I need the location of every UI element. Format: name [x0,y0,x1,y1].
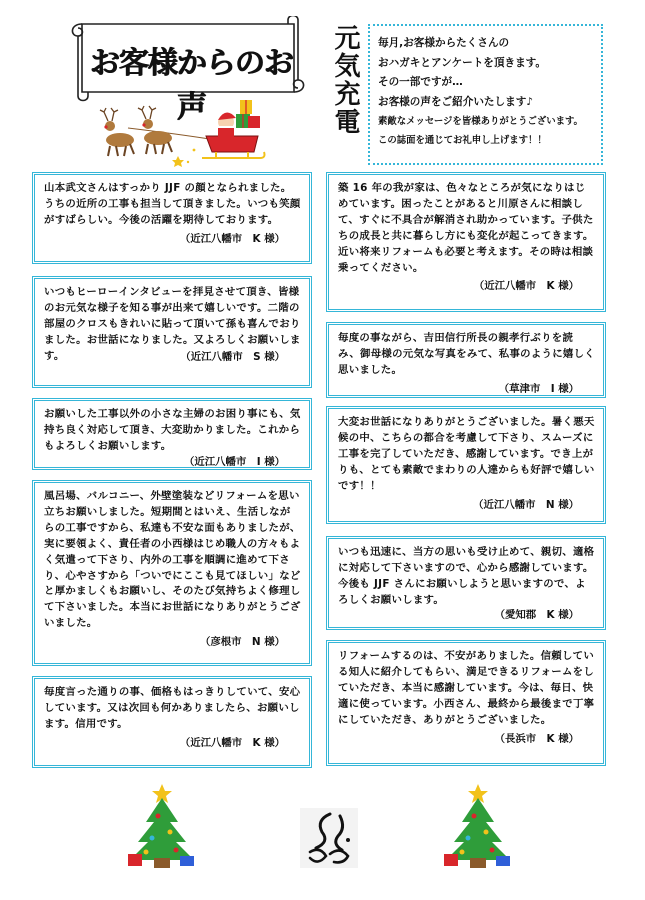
testimonial-text: 毎度の事ながら、吉田信行所長の親孝行ぶりを読み、御母様の元気な写真をみて、私事のように嬉しく思いました。 [338,332,595,376]
testimonial-card [32,276,312,388]
testimonial-text: 毎度言った通りの事、価格もはっきりしていて、安心しています。又は次回も何かありましたら、お願いします。信用です。 [44,686,301,730]
testimonial-text: 築 16 年の我が家は、色々なところが気になりはじめています。困ったことがあると川原さんに相談して、すぐに不具合が解消され助かっています。子供たちの成長と共に暮らし方にも変化が起こってきます。近い将来リフォームも必要と考えます。その時は相談乗ってください。 [338,182,594,274]
intro-box [368,24,603,165]
testimonial-text: お願いした工事以外の小さな主婦のお困り事にも、気持ち良く対応して頂き、大変助かりました。これからもよろしくお願いします。 [44,408,301,452]
testimonial-signature: （近江八幡市 S 様） [180,350,285,363]
arigatou-logo-icon [300,808,358,868]
testimonial-signature: （彦根市 N 様） [199,636,285,649]
testimonial-card [326,172,606,312]
testimonial-signature: （近江八幡市 I 様） [184,455,285,468]
testimonial-card [326,640,606,766]
testimonial-card [326,322,606,398]
testimonial-card [32,676,312,768]
testimonial-signature: （長浜市 K 様） [494,732,579,745]
intro-line: その一部ですが… [378,76,463,88]
testimonial-card [32,480,312,666]
intro-line: この誌面を通じてお礼申し上げます！！ [378,135,547,146]
testimonial-signature: （近江八幡市 K 様） [179,232,285,245]
christmas-tree-icon [124,780,200,870]
testimonial-signature: （近江八幡市 K 様） [473,280,579,293]
testimonial-text: リフォームするのは、不安がありました。信頼している知人に紹介してもらい、満足できるリフォームをしていただき、本当に感謝しています。今は、毎日、快適に使っています。小西さん、最終から最後まで丁寧にしていただき、ありがとうございました。 [338,650,595,726]
testimonial-card [326,406,606,524]
intro-line: 素敵なメッセージを皆様ありがとうございます。 [378,116,583,127]
testimonial-signature: （草津市 I 様） [498,382,579,395]
title-scroll [68,16,310,125]
testimonial-text: 大変お世話になりありがとうございました。暑く悪天候の中、こちらの都合を考慮して下さり、スムーズに工事を完了していただき、感謝しています。でき上がりも、とても素敵でまわりの人達からも好評で嬉しいです！！ [338,416,595,492]
reindeer-icon [100,108,134,156]
testimonial-card [326,536,606,630]
santa-sleigh-icon [98,96,268,168]
intro-line: 毎月,お客様からたくさんの [378,37,510,49]
testimonial-card [32,172,312,264]
testimonial-text: いつも迅速に、当方の思いも受け止めて、親切、適格に対応して下さいますので、心から感謝しています。今後も JJF さんにお願いしようと思いますので、よろしくお願いします。 [338,546,595,606]
christmas-tree-icon [440,780,516,870]
testimonial-signature: （近江八幡市 K 様） [179,736,285,749]
testimonial-text: 山本武文さんはすっかり JJF の顔となられました。うちの近所の工事も担当して頂きました。いつも笑顔がすばらしい。今後の活躍を期待しております。 [44,182,301,226]
brand-vertical-text: 元気充電 [330,24,360,136]
testimonial-text: いつもヒーローインタビューを拝見させて頂き、皆様のお元気な様子を知る事が出来て嬉しいです。二階の部屋のクロスもきれいに貼って頂いて孫も喜んでおりました。お世話になりました。又よろしくお願いします。 [44,286,301,362]
page-title: お客様からのお声 [89,46,293,125]
intro-line: お客様の声をご紹介いたします♪ [378,95,534,108]
testimonial-text: 風呂場、バルコニー、外壁塗装などリフォームを思い立ちお願いしました。短期間とはいえ、生活しながらの工事ですから、私達も不安な面もありましたが、実に要領よく、責任者の小西様はじめ職人の方々もよく気遣って下さり、内外の工事を順調に進めて下さり、心やさすから「ついでにここも見てほしい」などと厚かましくもお願いし、そのたび気持ちよく修理して下さいました。本当にお世話になりありがとうございました。 [44,490,301,630]
intro-line: おハガキとアンケートを頂きます。 [378,56,547,69]
testimonial-card [32,398,312,470]
testimonial-signature: （近江八幡市 N 様） [473,498,579,511]
testimonial-signature: （愛知郡 K 様） [494,608,579,621]
